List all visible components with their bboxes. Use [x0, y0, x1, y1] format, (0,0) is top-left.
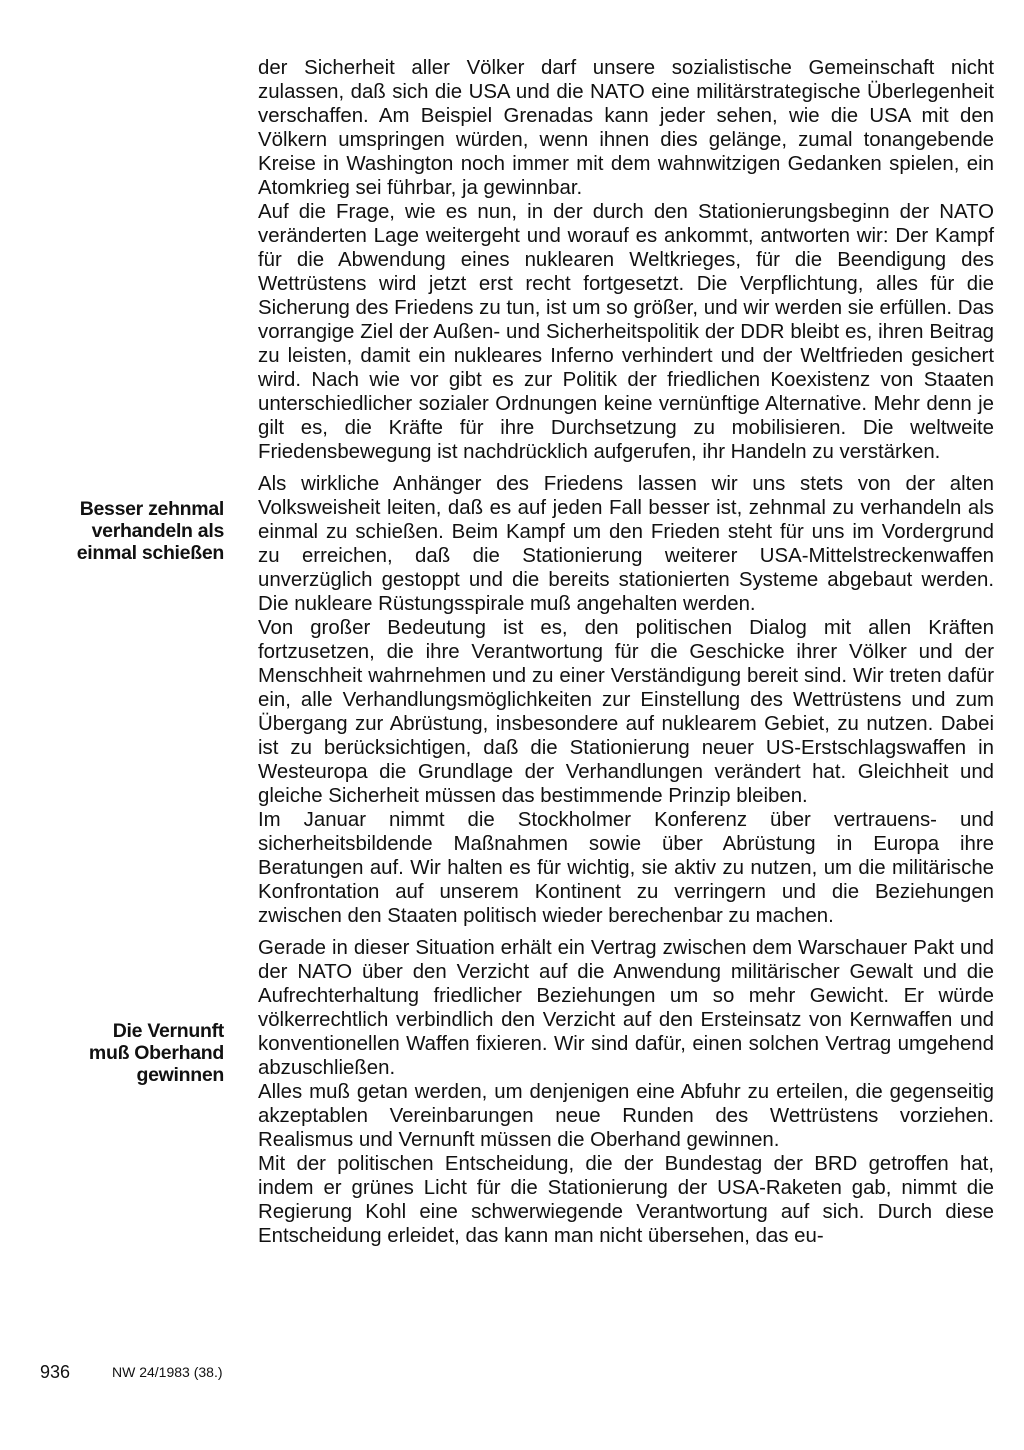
- article-body: [258, 56, 994, 1248]
- side-heading-line: Die Vernunft: [112, 1020, 224, 1042]
- side-heading-line: gewinnen: [136, 1064, 224, 1086]
- paragraph: Auf die Frage, wie es nun, in der durch den Stationierungsbeginn der NATO veränderten Lage weitergeht und worauf es ankommt, antworten wir: Der Kampf für die Abwendung eines nuklearen Weltkrieges, für die Beendigung des Wettrüstens wird jetzt erst recht fortgesetzt. Die Verpflichtung, alles für die Sicherung des Friedens zu tun, ist um so größer, und wir werden sie erfüllen. Das vorrangige Ziel der Außen- und Sicherheitspolitik der DDR bleibt es, ihren Beitrag zu leisten, damit ein nukleares Inferno verhindert und der Weltfrieden gesichert wird. Nach wie vor gibt es zur Politik der friedlichen Koexistenz von Staaten unterschiedlicher sozialer Ordnungen keine vernünftige Alternative. Mehr denn je gilt es, die Kräfte für ihre Durchsetzung zu mobilisieren. Die weltweite Friedensbewegung ist nachdrücklich aufgerufen, ihr Handeln zu verstärken.: [258, 201, 994, 463]
- paragraph: Im Januar nimmt die Stockholmer Konferenz über vertrauens- und sicherheitsbildende Maßnahmen sowie über Abrüstung in Europa ihre Beratungen auf. Wir halten es für wichtig, sie aktiv zu nutzen, um die militärische Konfrontation auf unserem Kontinent zu verringern und die Beziehungen zwischen den Staaten politisch wieder berechenbar zu machen.: [258, 809, 994, 927]
- paragraph: Als wirkliche Anhänger des Friedens lassen wir uns stets von der alten Volksweisheit leiten, daß es auf jeden Fall besser ist, zehnmal zu verhandeln als einmal zu schießen. Beim Kampf um den Frieden steht für uns im Vordergrund zu erreichen, daß die Stationierung weiterer USA-Mittelstreckenwaffen unverzüglich gestoppt und die bereits stationierten Systeme abgebaut werden. Die nukleare Rüstungsspirale muß angehalten werden.: [258, 473, 994, 615]
- side-heading-line: Besser zehnmal: [79, 498, 224, 520]
- publication-reference: NW 24/1983 (38.): [112, 1364, 223, 1380]
- paragraph: Mit der politischen Entscheidung, die der Bundestag der BRD getroffen hat, indem er grünes Licht für die Stationierung der USA-Raketen gab, nimmt die Regierung Kohl eine schwerwiegende Verantwortung auf sich. Durch diese Entscheidung erleidet, das kann man nicht übersehen, das eu-: [258, 1153, 994, 1247]
- side-heading-line: einmal schießen: [76, 542, 224, 564]
- paragraph: Von großer Bedeutung ist es, den politischen Dialog mit allen Kräften fortzusetzen, die ihre Verantwortung für die Geschicke ihrer Völker und der Menschheit wahrnehmen und zu einer Verständigung bereit sind. Wir treten dafür ein, alle Verhandlungsmöglichkeiten zur Einstellung des Wettrüstens und zum Übergang zur Abrüstung, insbesondere auf nuklearem Gebiet, zu nutzen. Dabei ist zu berücksichtigen, daß die Stationierung neuer US-Erstschlagswaffen in Westeuropa die Grundlage der Verhandlungen verändert hat. Gleichheit und gleiche Sicherheit müssen das bestimmende Prinzip bleiben.: [258, 617, 994, 807]
- side-heading-line: verhandeln als: [91, 520, 224, 542]
- paragraph: Gerade in dieser Situation erhält ein Vertrag zwischen dem Warschauer Pakt und der NATO über den Verzicht auf die Anwendung militärischer Gewalt und die Aufrechterhaltung friedlicher Beziehungen um so mehr Gewicht. Er würde völkerrechtlich verbindlich den Verzicht auf den Ersteinsatz von Kernwaffen und konventionellen Waffen fixieren. Wir sind dafür, einen solchen Vertrag umgehend abzuschließen.: [258, 937, 994, 1079]
- side-heading-2: [54, 1020, 224, 1086]
- page-number: 936: [40, 1362, 71, 1382]
- side-heading-1: [54, 498, 224, 564]
- side-heading-line: muß Oberhand: [88, 1042, 224, 1064]
- paragraph: Alles muß getan werden, um denjenigen eine Abfuhr zu erteilen, die gegenseitig akzeptablen Vereinbarungen neue Runden des Wettrüstens vorziehen. Realismus und Vernunft müssen die Oberhand gewinnen.: [258, 1081, 994, 1151]
- paragraph: der Sicherheit aller Völker darf unsere sozialistische Gemeinschaft nicht zulassen, daß sich die USA und die NATO eine militärstrategische Überlegenheit verschaffen. Am Beispiel Grenadas kann jeder sehen, wie die USA mit den Völkern umspringen würden, wenn ihnen dies gelänge, zumal tonangebende Kreise in Washington noch immer mit dem wahnwitzigen Gedanken spielen, ein Atomkrieg sei führbar, ja gewinnbar.: [258, 57, 994, 199]
